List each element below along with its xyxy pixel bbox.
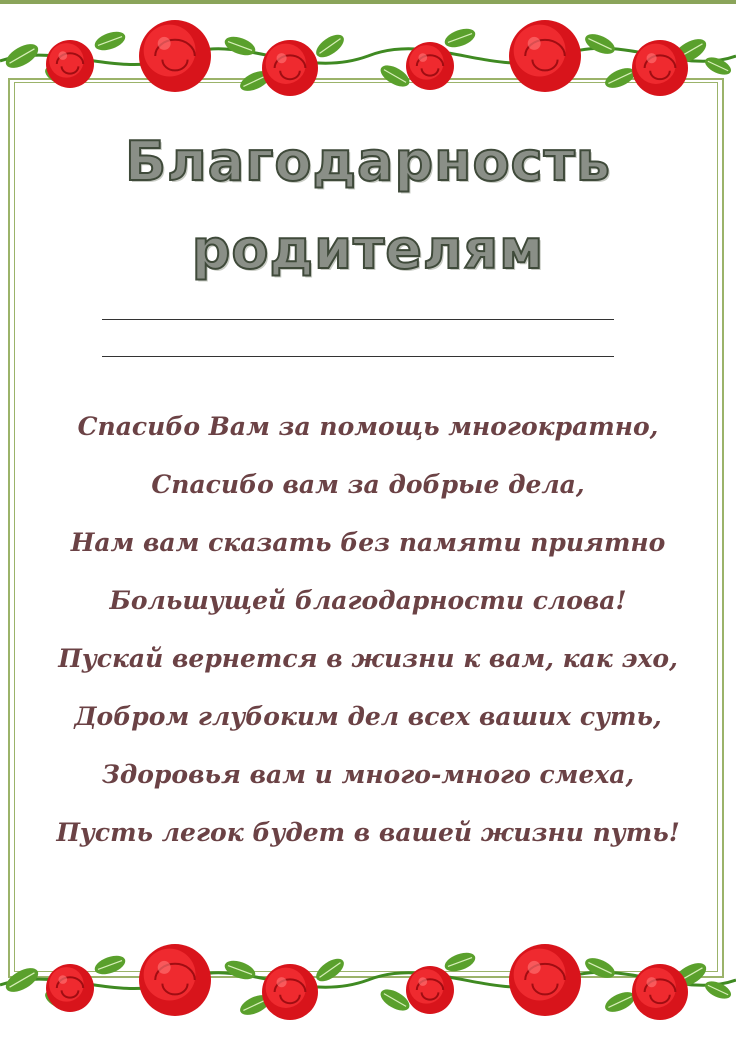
rose-icon [46, 964, 94, 1012]
rose-icon [262, 964, 318, 1020]
leaf-icon [312, 954, 347, 985]
rose-icon [46, 40, 94, 88]
leaf-icon [582, 954, 618, 982]
leaf-icon [92, 952, 128, 978]
rose-icon [509, 20, 581, 92]
poem-line: Здоровья вам и много-много смеха, [101, 760, 635, 789]
rose-icon [406, 966, 454, 1014]
bottom-rose-garland [0, 930, 736, 1030]
rose-icon [406, 42, 454, 90]
rose-icon [139, 944, 211, 1016]
title-line-1: Благодарность [124, 130, 612, 193]
poem-line: Пусть легок будет в вашей жизни путь! [56, 818, 680, 847]
poem-line: Спасибо вам за добрые дела, [151, 470, 585, 499]
leaf-icon [442, 25, 478, 51]
leaf-icon [582, 30, 618, 58]
leaf-icon [92, 28, 128, 54]
poem-line: Большущей благодарности слова! [109, 586, 627, 615]
poem-line: Добром глубоким дел всех ваших суть, [74, 702, 662, 731]
top-rose-garland [0, 6, 736, 106]
blank-name-line-1 [102, 319, 614, 320]
poem [40, 398, 696, 862]
poem-line: Спасибо Вам за помощь многократно, [77, 412, 659, 441]
leaf-icon [222, 957, 258, 983]
rose-icon [632, 40, 688, 96]
leaf-icon [312, 30, 347, 61]
rose-icon [509, 944, 581, 1016]
page-title [0, 118, 736, 294]
title-line-2: родителям [191, 218, 545, 281]
blank-name-line-2 [102, 356, 614, 357]
leaf-icon [442, 949, 478, 975]
top-border-rule [0, 0, 736, 4]
poem-line: Нам вам сказать без памяти приятно [70, 528, 666, 557]
rose-icon [139, 20, 211, 92]
rose-icon [632, 964, 688, 1020]
poem-line: Пускай вернется в жизни к вам, как эхо, [58, 644, 678, 673]
rose-icon [262, 40, 318, 96]
leaf-icon [222, 33, 258, 59]
